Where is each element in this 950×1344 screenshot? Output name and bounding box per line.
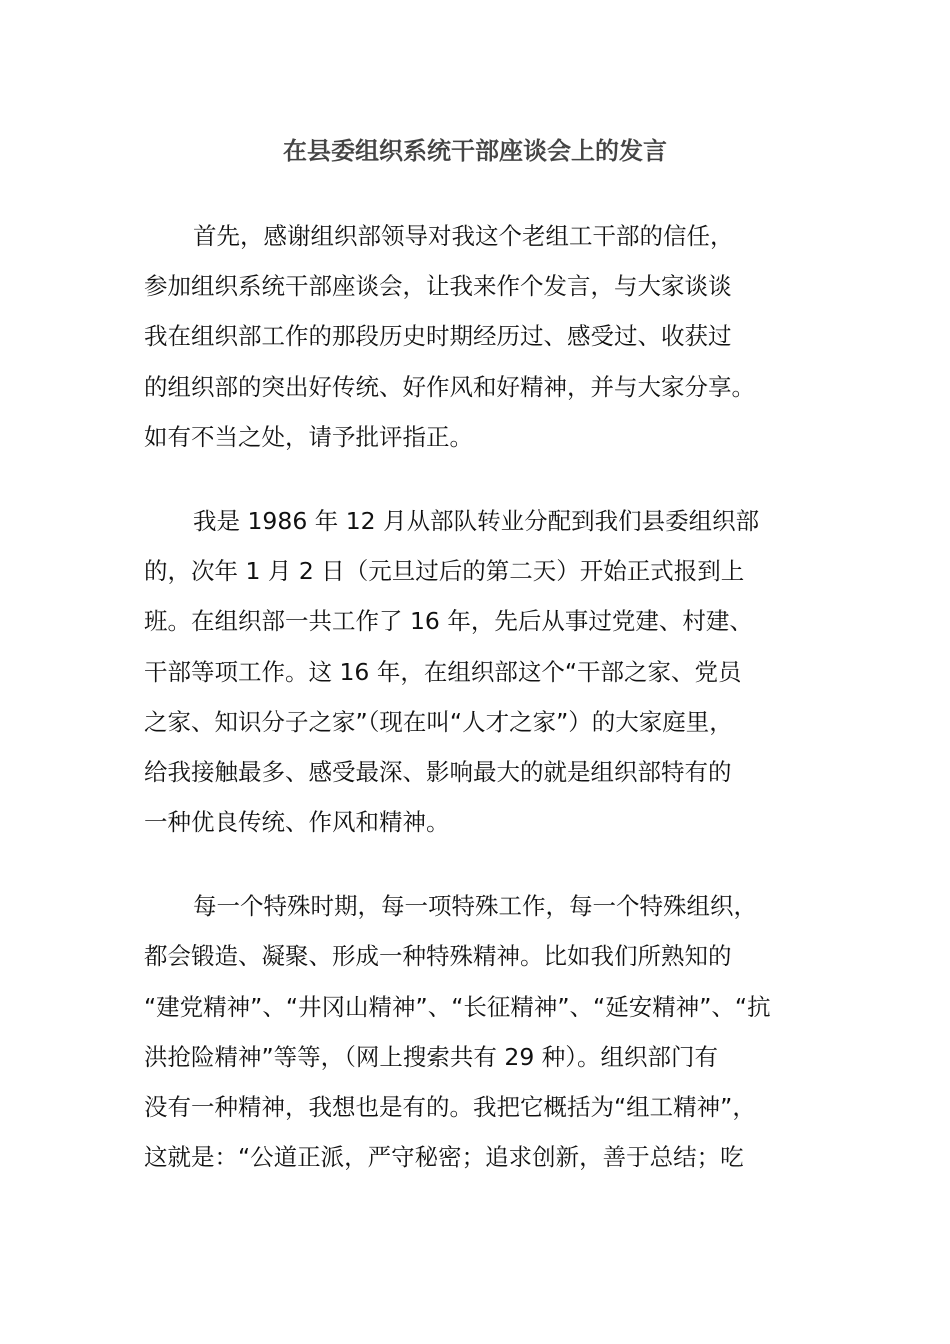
paragraph-2 [144,496,824,847]
text-line: 如有不当之处，请予批评指正。 [144,422,473,451]
text-line: 我在组织部工作的那段历史时期经历过、感受过、收获过 [144,322,732,351]
document-body [144,211,824,1216]
text-line: 的，次年 1 月 2 日（元旦过后的第二天）开始正式报到上 [144,557,745,586]
text-line: 干部等项工作。这 16 年，在组织部这个“干部之家、党员 [144,657,742,686]
text-line: 一种优良传统、作风和精神。 [144,808,450,837]
text-line: 班。在组织部一共工作了 16 年，先后从事过党建、村建、 [144,607,753,636]
text-line: 每一个特殊时期，每一项特殊工作，每一个特殊组织， [193,892,757,921]
text-line: 洪抢险精神”等等，（网上搜索共有 29 种）。组织部门有 [144,1042,719,1071]
paragraph-1 [144,211,824,462]
text-line: 都会锻造、凝聚、形成一种特殊精神。比如我们所熟知的 [144,942,732,971]
text-line: “建党精神”、“井冈山精神”、“长征精神”、“延安精神”、“抗 [144,992,771,1021]
text-line: 这就是：“公道正派，严守秘密；追求创新，善于总结；吃 [144,1143,744,1172]
text-line: 给我接触最多、感受最深、影响最大的就是组织部特有的 [144,757,732,786]
text-line: 没有一种精神，我想也是有的。我把它概括为“组工精神”， [144,1093,756,1121]
text-line: 首先，感谢组织部领导对我这个老组工干部的信任， [193,222,734,250]
paragraph-3 [144,881,824,1182]
document-title: 在县委组织系统干部座谈会上的发言 [283,137,667,165]
text-line: 之家、知识分子之家”（现在叫“人才之家”）的大家庭里， [144,707,733,736]
text-line: 我是 1986 年 12 月从部队转业分配到我们县委组织部 [193,506,760,535]
text-line: 参加组织系统干部座谈会，让我来作个发言，与大家谈谈 [144,272,732,301]
text-line: 的组织部的突出好传统、好作风和好精神，并与大家分享。 [144,372,755,401]
